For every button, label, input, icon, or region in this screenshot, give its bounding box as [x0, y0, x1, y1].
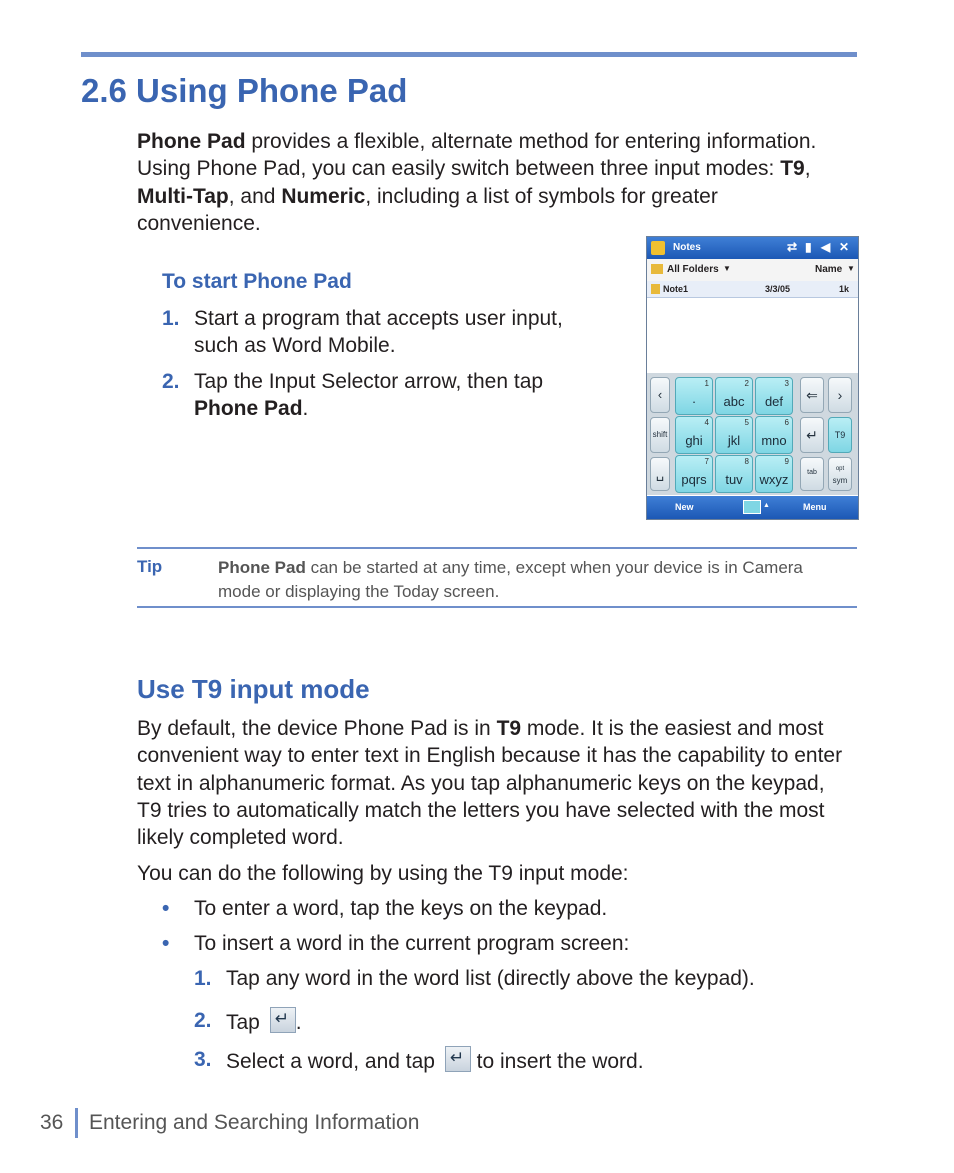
- sub-step-1-number: 1.: [194, 967, 212, 990]
- key-1[interactable]: 1 ·: [675, 377, 713, 415]
- bullet-1-marker: •: [162, 897, 170, 920]
- bullet-1-text: To enter a word, tap the keys on the keypad.: [194, 897, 608, 920]
- intro-paragraph: Phone Pad provides a flexible, alternate method for entering information. Using Phone Pad, you can easily switch between three input modes: T9, Multi-Tap, and Numeric, including a list of symbols for greater convenience.: [137, 130, 817, 235]
- folder-icon: [651, 264, 663, 274]
- sub-step-1-text: Tap any word in the word list (directly above the keypad).: [226, 967, 755, 990]
- bullet-2-marker: •: [162, 932, 170, 955]
- volume-icon: ◀: [821, 240, 831, 254]
- chevron-up-icon[interactable]: ▲: [763, 502, 770, 509]
- t9-mode-key[interactable]: T9: [828, 417, 852, 453]
- key-5[interactable]: 5 jkl: [715, 416, 753, 454]
- tip-text: Phone Pad can be started at any time, except when your device is in Camera mode or displaying the Today screen.: [218, 558, 803, 601]
- shift-key[interactable]: shift: [650, 417, 670, 453]
- tip-label: Tip: [137, 557, 163, 576]
- tip-bottom-rule: [137, 606, 857, 608]
- space-key[interactable]: ␣: [650, 457, 670, 491]
- tip-top-rule: [137, 547, 857, 549]
- phone-pad-keypad: [647, 373, 858, 495]
- t9-heading: Use T9 input mode: [137, 674, 370, 704]
- footer-divider: [75, 1108, 78, 1138]
- key-3[interactable]: 3 def: [755, 377, 793, 415]
- key-2[interactable]: 2 abc: [715, 377, 753, 415]
- connectivity-icon: ⇄: [787, 240, 798, 254]
- bullet-2-text: To insert a word in the current program screen:: [194, 932, 630, 955]
- step-1: 1.: [162, 307, 180, 330]
- device-menu-bar: New ▲ Menu: [647, 496, 858, 519]
- enter-key-icon: ↵: [270, 1007, 296, 1033]
- t9-paragraph-2: You can do the following by using the T9 input mode:: [137, 862, 629, 885]
- right-arrow-key[interactable]: ›: [828, 377, 852, 413]
- key-4[interactable]: 4 ghi: [675, 416, 713, 454]
- close-icon[interactable]: ✕: [839, 240, 850, 254]
- chapter-title: Entering and Searching Information: [89, 1111, 420, 1134]
- sub-step-3-text: Select a word, and tap ↵ to insert the word.: [226, 1048, 644, 1073]
- chevron-down-icon: ▼: [847, 264, 855, 273]
- tab-key[interactable]: tab: [800, 457, 824, 491]
- input-selector-icon[interactable]: [743, 500, 761, 514]
- enter-key-icon: ↵: [445, 1046, 471, 1072]
- backspace-key[interactable]: ⇐: [800, 377, 824, 413]
- key-9[interactable]: 9 wxyz: [755, 455, 793, 493]
- top-rule: [81, 52, 857, 57]
- step-2-text: Tap the Input Selector arrow, then tap Phone Pad.: [194, 370, 544, 421]
- sub-step-2-text: Tap ↵ .: [226, 1009, 302, 1034]
- device-title-bar: Notes ⇄ ▮ ◀ ✕: [647, 237, 858, 259]
- note-icon: [651, 284, 660, 294]
- left-arrow-key[interactable]: ‹: [650, 377, 670, 413]
- enter-key[interactable]: ↵: [800, 417, 824, 453]
- t9-paragraph-1: By default, the device Phone Pad is in T9 mode. It is the easiest and most convenient way to enter text in English because it has the capability to enter text in alphanumeric format. As you tap alphanumeric keys on the keypad, T9 tries to automatically match the letters you have selected with the most likely completed word.: [137, 717, 843, 850]
- page-number: 36: [40, 1111, 64, 1134]
- step-2: 2.: [162, 370, 180, 393]
- signal-icon: ▮: [805, 240, 812, 254]
- section-title: 2.6 Using Phone Pad: [81, 72, 408, 109]
- sub-step-2-number: 2.: [194, 1009, 212, 1032]
- note-row[interactable]: Note1 3/3/05 1k: [647, 281, 858, 298]
- windows-flag-icon: [651, 241, 665, 255]
- key-7[interactable]: 7 pqrs: [675, 455, 713, 493]
- chevron-down-icon: ▼: [723, 264, 731, 273]
- symbols-key[interactable]: opt sym: [828, 457, 852, 491]
- step-1-text: Start a program that accepts user input, such as Word Mobile.: [194, 307, 563, 358]
- sub-step-3-number: 3.: [194, 1048, 212, 1071]
- key-6[interactable]: 6 mno: [755, 416, 793, 454]
- key-8[interactable]: 8 tuv: [715, 455, 753, 493]
- start-phone-pad-heading: To start Phone Pad: [162, 270, 352, 293]
- device-folder-bar: All Folders ▼ Name ▼: [647, 259, 858, 282]
- phone-pad-screenshot: [646, 236, 859, 520]
